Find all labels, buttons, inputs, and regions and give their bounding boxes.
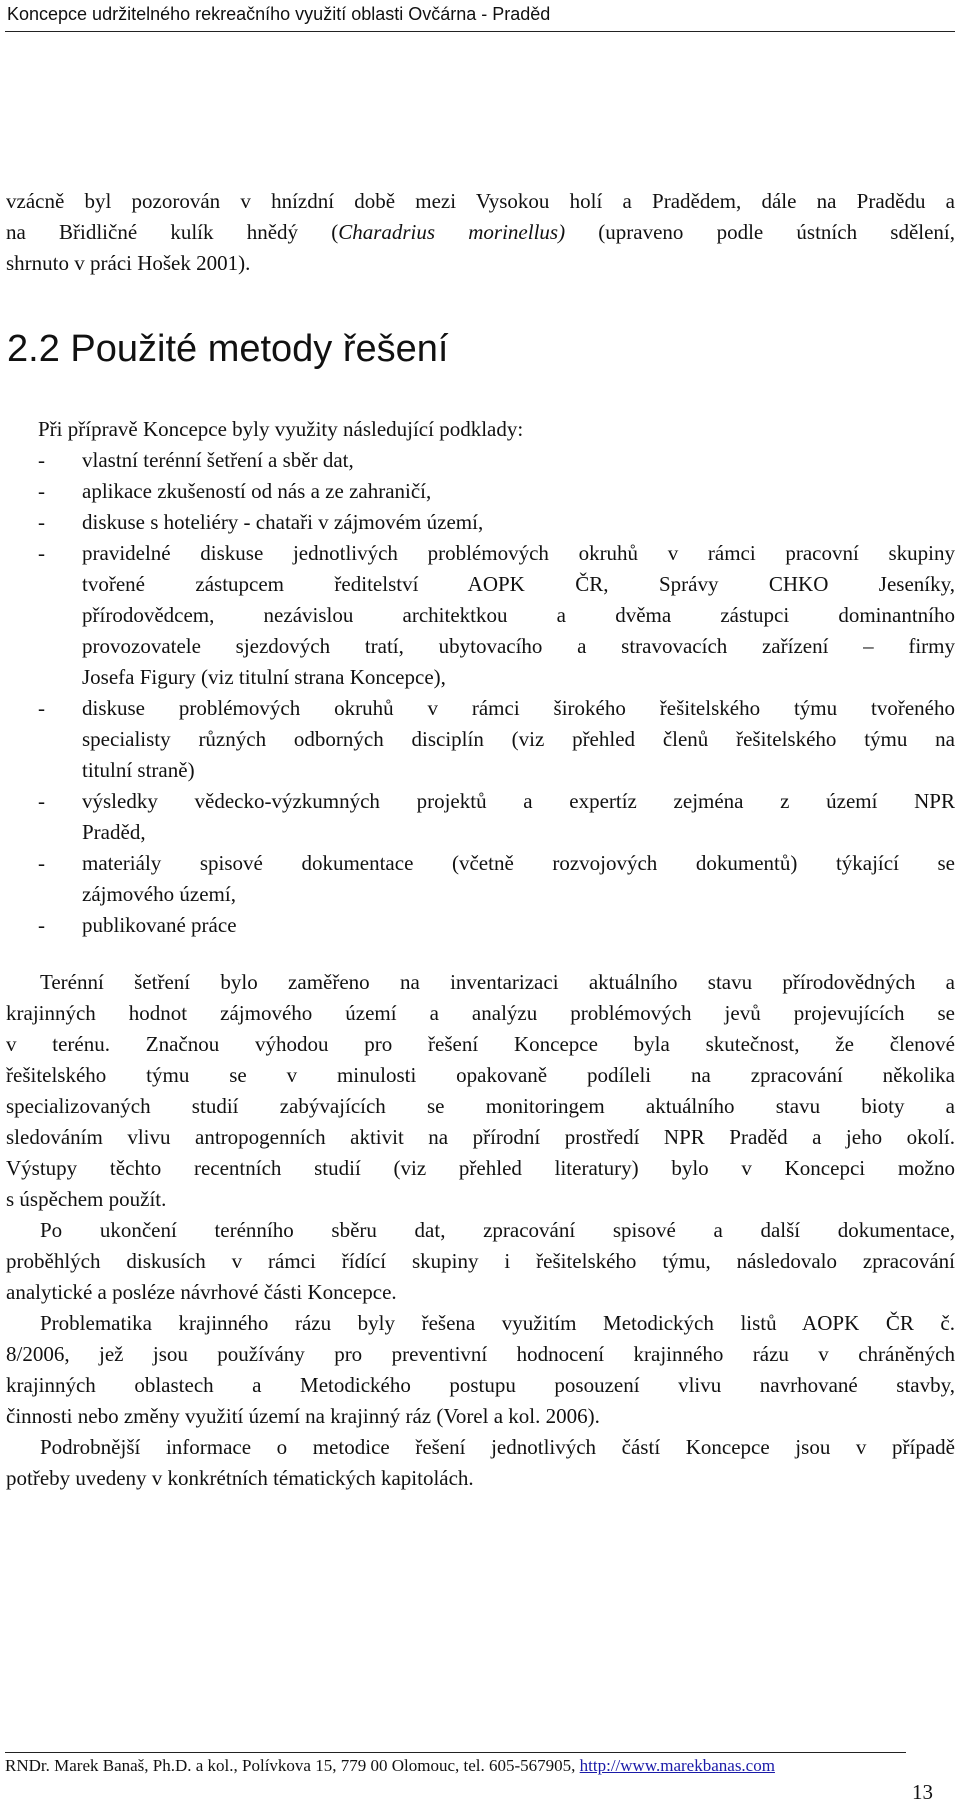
- list-item-line: specialisty různých odborných disciplín (viz přehled členů řešitelského týmu na: [82, 727, 955, 751]
- list-item-line: výsledky vědecko-výzkumných projektů a expertíz zejména z území NPR: [82, 789, 955, 813]
- body-paragraph: [6, 1308, 955, 1432]
- paragraph-line: v terénu. Značnou výhodou pro řešení Koncepce byla skutečnost, že členové: [6, 1032, 955, 1056]
- body-paragraph: [6, 967, 955, 1215]
- bullet-dash: -: [38, 448, 45, 472]
- paragraph-line: proběhlých diskusích v rámci řídící skupiny i řešitelského týmu, následovalo zpracování: [6, 1249, 955, 1273]
- body-paragraph: [6, 1432, 955, 1494]
- paragraph-line: Podrobnější informace o metodice řešení jednotlivých částí Koncepce jsou v případě: [40, 1435, 955, 1459]
- list-item: [38, 507, 955, 538]
- sources-intro: Při přípravě Koncepce byly využity následující podklady:: [38, 417, 524, 441]
- intro-line-text: (upraveno podle ústních sdělení,: [565, 220, 955, 244]
- list-item-line: materiály spisové dokumentace (včetně rozvojových dokumentů) týkající se: [82, 851, 955, 875]
- bullet-dash: -: [38, 851, 45, 875]
- list-item-line: Praděd,: [82, 820, 146, 844]
- list-item: [38, 445, 955, 476]
- intro-line: vzácně byl pozorován v hnízdní době mezi Vysokou holí a Pradědem, dále na Pradědu a: [6, 189, 955, 213]
- header-divider: [5, 31, 955, 32]
- list-item-line: provozovatele sjezdových tratí, ubytovacího a stravovacích zařízení – firmy: [82, 634, 955, 658]
- section-heading: 2.2 Použité metody řešení: [7, 328, 449, 370]
- bullet-dash: -: [38, 696, 45, 720]
- paragraph-line: Po ukončení terénního sběru dat, zpracování spisové a další dokumentace,: [40, 1218, 955, 1242]
- list-item-line: zájmového území,: [82, 882, 236, 906]
- paragraph-line: analytické a posléze návrhové části Koncepce.: [6, 1280, 397, 1304]
- list-item-line: aplikace zkušeností od nás a ze zahraničí,: [82, 479, 432, 503]
- list-item-line: publikované práce: [82, 913, 237, 937]
- list-item: [38, 476, 955, 507]
- intro-line-text: na Břidličné kulík hnědý (: [6, 220, 339, 244]
- paragraph-line: krajinných hodnot zájmového území a analýzu problémových jevů projevujících se: [6, 1001, 955, 1025]
- intro-line: [6, 217, 955, 248]
- paragraph-line: specializovaných studií zabývajících se monitoringem aktuálního stavu bioty a: [6, 1094, 955, 1118]
- bullet-dash: -: [38, 510, 45, 534]
- list-item-line: vlastní terénní šetření a sběr dat,: [82, 448, 354, 472]
- paragraph-line: sledováním vlivu antropogenních aktivit na přírodní prostředí NPR Praděd a jeho okolí.: [6, 1125, 955, 1149]
- footer-contact-text: RNDr. Marek Banaš, Ph.D. a kol., Polívkova 15, 779 00 Olomouc, tel. 605-567905,: [5, 1756, 580, 1775]
- footer-website-link[interactable]: http://www.marekbanas.com: [579, 1756, 775, 1775]
- list-item: [38, 538, 955, 693]
- list-item: [38, 848, 955, 910]
- bullet-dash: -: [38, 913, 45, 937]
- body-paragraph: [6, 1215, 955, 1308]
- paragraph-line: 8/2006, jež jsou používány pro preventivní hodnocení krajinného rázu v chráněných: [6, 1342, 955, 1366]
- paragraph-line: činnosti nebo změny využití území na krajinný ráz (Vorel a kol. 2006).: [6, 1404, 600, 1428]
- intro-paragraph: [6, 186, 955, 279]
- list-item-line: pravidelné diskuse jednotlivých problémových okruhů v rámci pracovní skupiny: [82, 541, 955, 565]
- body-paragraphs: [6, 967, 955, 1494]
- paragraph-line: Terénní šetření bylo zaměřeno na inventarizaci aktuálního stavu přírodovědných a: [40, 970, 955, 994]
- bullet-dash: -: [38, 789, 45, 813]
- footer-divider: [5, 1752, 906, 1753]
- paragraph-line: s úspěchem použít.: [6, 1187, 167, 1211]
- list-item-line: přírodovědcem, nezávislou architektkou a dvěma zástupci dominantního: [82, 603, 955, 627]
- list-item: [38, 693, 955, 786]
- list-item: [38, 786, 955, 848]
- paragraph-line: Problematika krajinného rázu byly řešena využitím Metodických listů AOPK ČR č.: [40, 1311, 955, 1335]
- list-item-line: tvořené zástupcem ředitelství AOPK ČR, Správy CHKO Jeseníky,: [82, 572, 955, 596]
- list-item-line: diskuse s hoteliéry - chataři v zájmovém území,: [82, 510, 484, 534]
- bullet-dash: -: [38, 479, 45, 503]
- paragraph-line: řešitelského týmu se v minulosti opakovaně podíleli na zpracování několika: [6, 1063, 955, 1087]
- list-item-line: titulní straně): [82, 758, 195, 782]
- list-item-line: Josefa Figury (viz titulní strana Koncepce),: [82, 665, 446, 689]
- footer-contact: [5, 1755, 775, 1777]
- paragraph-line: Výstupy těchto recentních studií (viz přehled literatury) bylo v Koncepci možno: [6, 1156, 955, 1180]
- paragraph-line: krajinných oblastech a Metodického postupu posouzení vlivu navrhované stavby,: [6, 1373, 955, 1397]
- running-header-title: Koncepce udržitelného rekreačního využití oblasti Ovčárna - Praděd: [7, 4, 551, 24]
- sources-list: [38, 445, 955, 941]
- list-item-line: diskuse problémových okruhů v rámci širokého řešitelského týmu tvořeného: [82, 696, 955, 720]
- bullet-dash: -: [38, 541, 45, 565]
- species-name: Charadrius morinellus): [338, 220, 566, 244]
- intro-line: shrnuto v práci Hošek 2001).: [6, 251, 251, 275]
- page-number: 13: [912, 1780, 933, 1804]
- paragraph-line: potřeby uvedeny v konkrétních tématických kapitolách.: [6, 1466, 474, 1490]
- list-item: [38, 910, 955, 941]
